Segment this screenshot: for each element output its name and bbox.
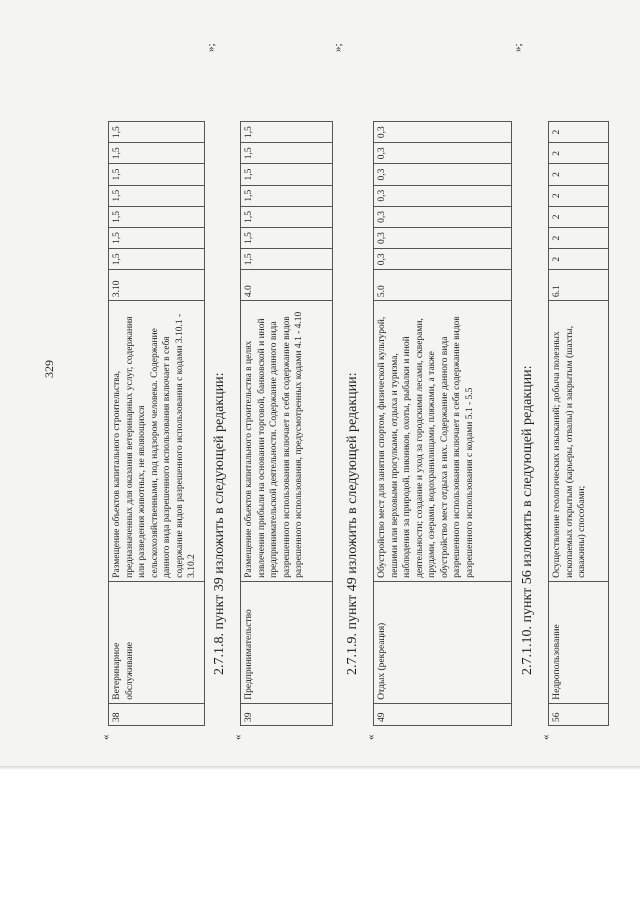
value-cell: 1,5 <box>241 249 333 270</box>
caption-item-39: 2.7.1.8. пункт 39 изложить в следующей редакции: <box>212 372 227 675</box>
value-cell: 1,5 <box>109 164 205 185</box>
table-row-38 <box>108 121 205 726</box>
use-name: Недропользование <box>549 581 609 703</box>
value-cell: 2 <box>549 228 609 249</box>
use-code: 4.0 <box>241 270 333 301</box>
use-code: 3.10 <box>109 270 205 301</box>
value-cell: 2 <box>549 122 609 143</box>
open-quote: « <box>365 734 377 740</box>
close-quote: »; <box>512 43 524 52</box>
row-number: 38 <box>109 703 205 725</box>
open-quote: « <box>100 734 112 740</box>
value-cell: 2 <box>549 249 609 270</box>
row-number: 49 <box>374 703 512 725</box>
value-cell: 2 <box>549 164 609 185</box>
use-description: Размещение объектов капитального строительства в целях извлечения прибыли на основании торговой, банковской и иной предпринимательской деятельности. Содержание данного вида разрешенного использования включает в себя содержание видов разрешенного использования, предусмотренных кодами 4.1 - 4.10 <box>241 301 333 582</box>
value-cell: 0,3 <box>374 206 512 227</box>
use-description: Обустройство мест для занятия спортом, физической культурой, пешими или верховыми прогулками, отдыха и туризма, наблюдения за природой, пикников, охоты, рыбалки и иной деятельности; создание и уход за городскими лесами, скверами, прудами, озерами, водохранилищами, пляжами, а также обустройство мест отдыха в них. Содержание данного вида разрешенного использования включает в себя содержание видов разрешенного использования с кодами 5.1 - 5.5 <box>374 301 512 582</box>
value-cell: 1,5 <box>109 143 205 164</box>
use-name: Предпринимательство <box>241 581 333 703</box>
row-number: 56 <box>549 703 609 725</box>
value-cell: 2 <box>549 185 609 206</box>
open-quote: « <box>232 734 244 740</box>
value-cell: 1,5 <box>241 164 333 185</box>
value-cell: 0,3 <box>374 185 512 206</box>
value-cell: 2 <box>549 206 609 227</box>
table-row-49 <box>373 121 512 726</box>
value-cell: 0,3 <box>374 228 512 249</box>
value-cell: 1,5 <box>109 249 205 270</box>
value-cell: 0,3 <box>374 249 512 270</box>
value-cell: 1,5 <box>109 228 205 249</box>
use-name: Отдых (рекреация) <box>374 581 512 703</box>
table-row-39 <box>240 121 333 726</box>
value-cell: 1,5 <box>241 185 333 206</box>
value-cell: 1,5 <box>241 206 333 227</box>
value-cell: 0,3 <box>374 122 512 143</box>
value-cell: 1,5 <box>241 228 333 249</box>
use-description: Размещение объектов капитального строительства, предназначенных для оказания ветеринарных услуг, содержания или разведения животных, не являющихся сельскохозяйственными, под надзором человека. Содержание данного вида разрешенного использования включает в себя содержание видов разрешенного использования с кодами 3.10.1 - 3.10.2 <box>109 301 205 582</box>
close-quote: »; <box>332 43 344 52</box>
use-name: Ветеринарное обслуживание <box>109 581 205 703</box>
value-cell: 1,5 <box>241 143 333 164</box>
caption-item-49: 2.7.1.9. пункт 49 изложить в следующей редакции: <box>345 372 360 675</box>
close-quote: »; <box>205 43 217 52</box>
table-row-56 <box>548 121 609 726</box>
use-code: 5.0 <box>374 270 512 301</box>
value-cell: 2 <box>549 143 609 164</box>
value-cell: 0,3 <box>374 164 512 185</box>
page-edge <box>0 766 640 770</box>
use-description: Осуществление геологических изысканий; добыча полезных ископаемых открытым (карьеры, отвалы) и закрытым (шахты, скважины) способами; <box>549 301 609 582</box>
open-quote: « <box>540 734 552 740</box>
row-number: 39 <box>241 703 333 725</box>
use-code: 6.1 <box>549 270 609 301</box>
value-cell: 1,5 <box>109 185 205 206</box>
caption-item-56: 2.7.1.10. пункт 56 изложить в следующей редакции: <box>520 365 535 675</box>
page-number: 329 <box>42 360 56 378</box>
value-cell: 1,5 <box>109 122 205 143</box>
value-cell: 1,5 <box>241 122 333 143</box>
value-cell: 1,5 <box>109 206 205 227</box>
value-cell: 0,3 <box>374 143 512 164</box>
